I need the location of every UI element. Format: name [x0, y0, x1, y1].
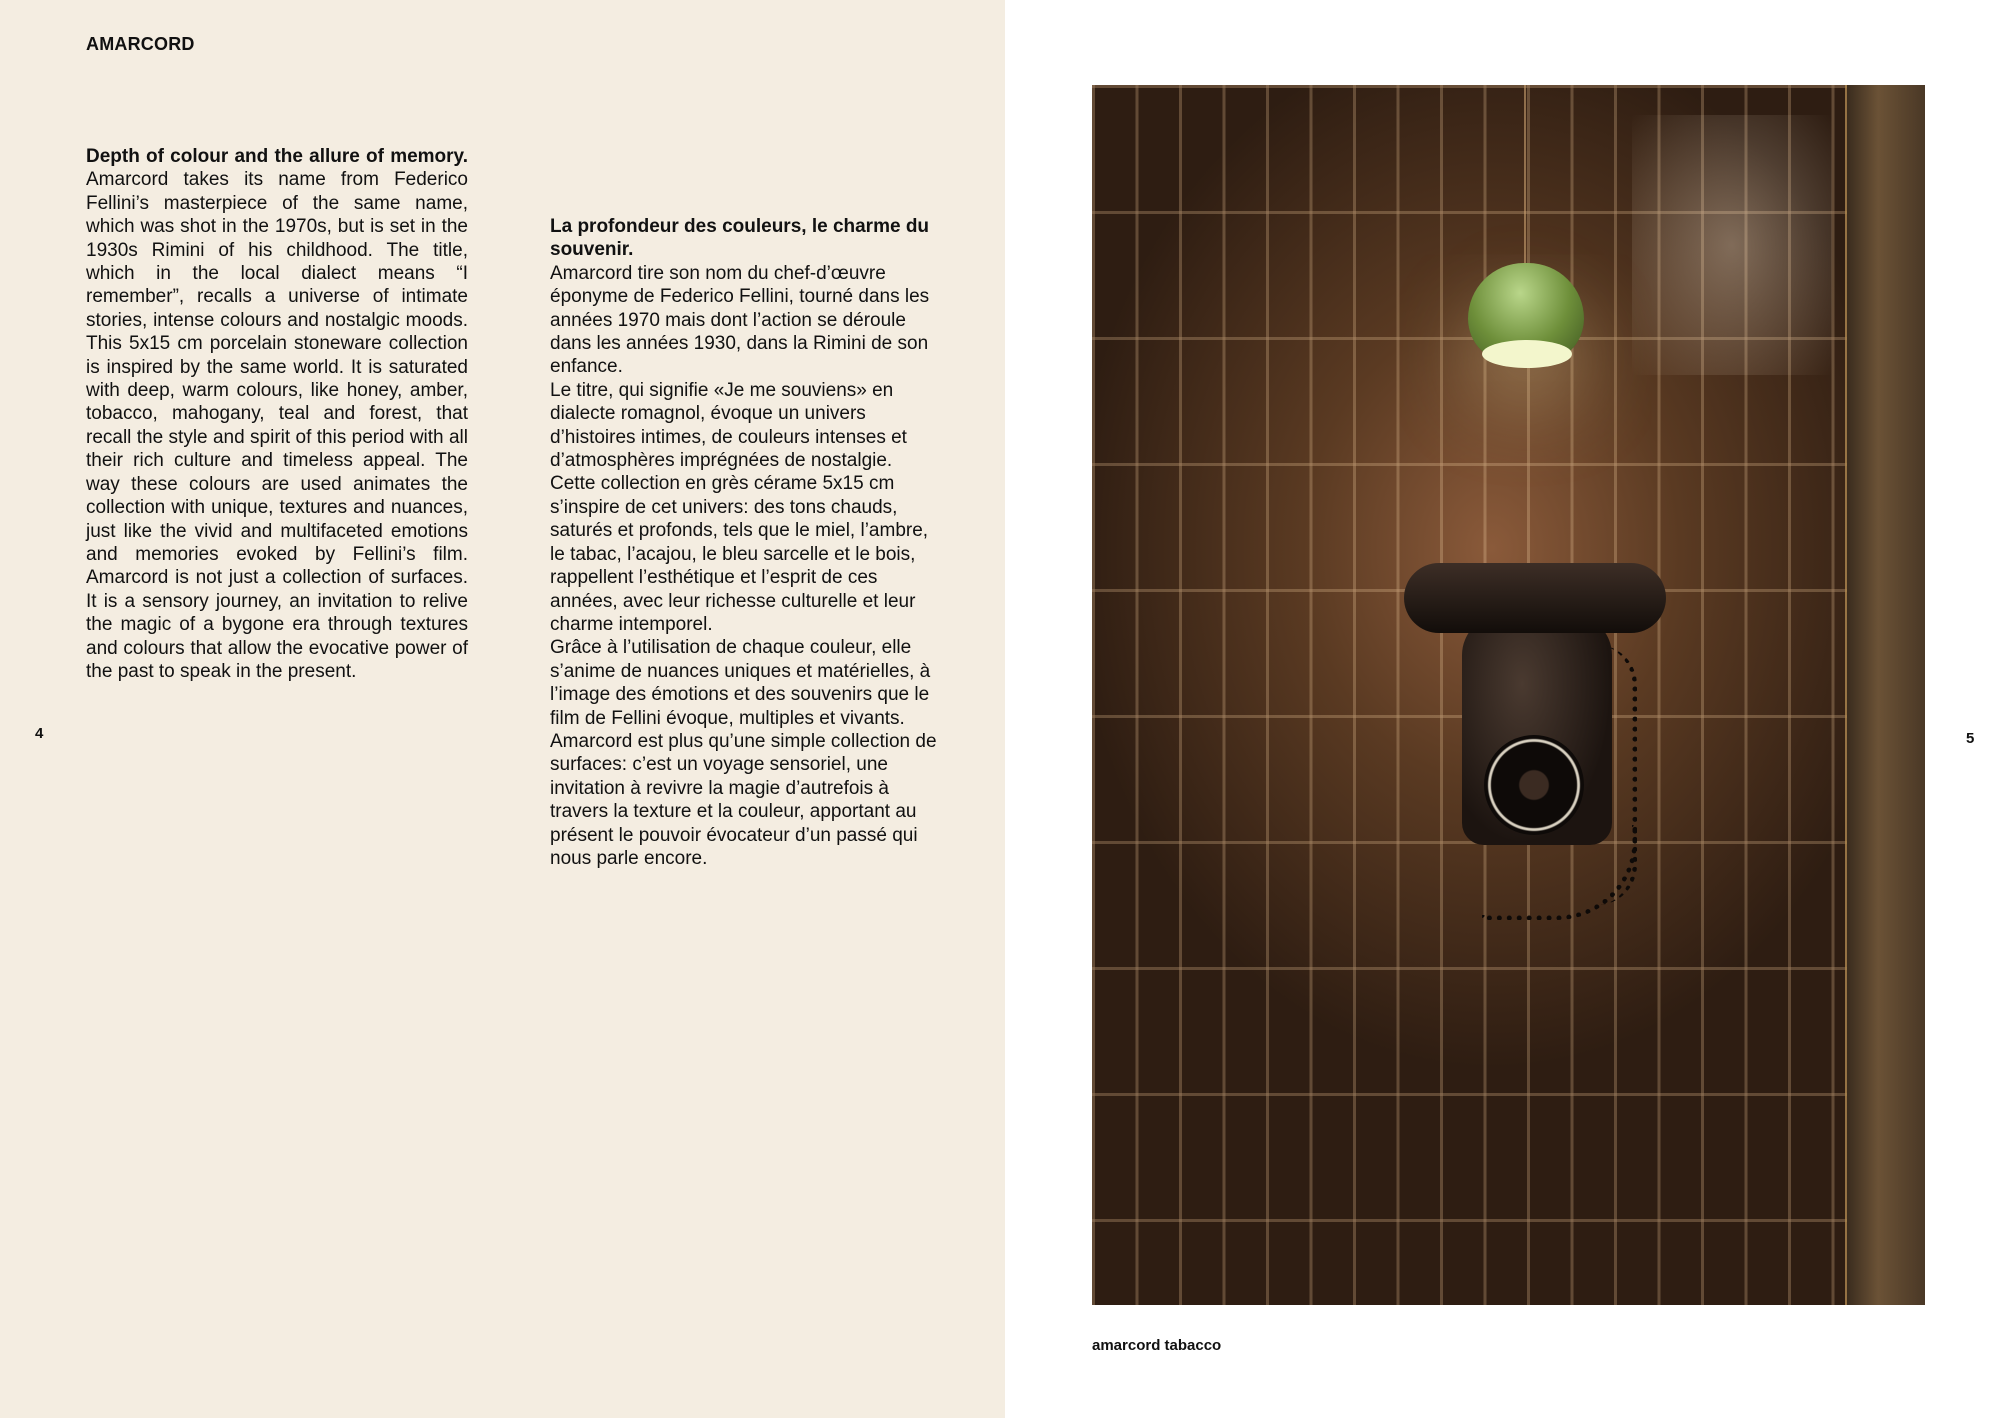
lamp-light — [1482, 340, 1572, 368]
french-paragraph: Grâce à l’utilisation de chaque couleur, elle s’anime de nuances uniques et matérielles, à l’image des émotions et des souvenirs que le film de Fellini évoque, multiples et vivants. — [550, 637, 931, 729]
lamp-cord — [1524, 85, 1526, 275]
page-number-right: 5 — [1966, 730, 1975, 747]
curtain — [1847, 85, 1925, 1305]
page-number-left: 4 — [35, 725, 44, 742]
french-title: La profondeur des couleurs, le charme du souvenir. — [550, 216, 930, 261]
rotary-dial — [1484, 735, 1584, 835]
english-lead: Depth of colour and the allure of memory. — [86, 146, 468, 167]
telephone-handset — [1404, 563, 1666, 633]
french-paragraph: Amarcord est plus qu’une simple collection de surfaces: c’est un voyage sensoriel, une invitation à revivre la magie d’autrefois à travers la texture et la couleur, apportant au présent le pouvoir évocateur d’un passé qui nous parle encore. — [550, 730, 937, 869]
french-text-column — [550, 215, 940, 870]
glaze-reflection — [1632, 115, 1832, 375]
product-photo — [1092, 85, 1925, 1305]
photo-caption: amarcord tabacco — [1092, 1337, 1222, 1354]
french-paragraph: Le titre, qui signifie «Je me souviens» en dialecte romagnol, évoque un univers d’histoires intimes, de couleurs intenses et d’atmosphères imprégnées de nostalgie. — [550, 379, 907, 472]
french-paragraph: Amarcord tire son nom du chef-d’œuvre éponyme de Federico Fellini, tourné dans les années 1970 mais dont l’action se déroule dans les années 1930, dans la Rimini de son enfance. — [550, 262, 930, 378]
french-paragraph: Cette collection en grès cérame 5x15 cm s’inspire de cet univers: des tons chauds, saturés et profonds, tels que le miel, l’ambre, le tabac, l’acajou, le bleu sarcelle et le bois, rappellent l’esthétique et l’esprit de ces années, avec leur richesse culturelle et leur charme intemporel. — [550, 473, 929, 635]
english-body: Amarcord takes its name from Federico Fellini’s masterpiece of the same name, which was shot in the 1970s, but is set in the 1930s Rimini of his childhood. The title, which in the local dialect means “I remember”, recalls a universe of intimate stories, intense colours and nostalgic moods. This 5x15 cm porcelain stoneware collection is inspired by the same world. It is saturated with deep, warm colours, like honey, amber, tobacco, mahogany, teal and forest, that recall the style and spirit of this period with all their rich culture and timeless appeal. The way these colours are used animates the collection with unique, textures and nuances, just like the vivid and multifaceted emotions and memories evoked by Fellini’s film. Amarcord is not just a collection of surfaces. It is a sensory journey, an invitation to relive the magic of a bygone era through textures and colours that allow the evocative power of the past to speak in the present. — [86, 169, 468, 682]
brand-title: AMARCORD — [86, 34, 195, 54]
english-text-column — [86, 145, 468, 683]
